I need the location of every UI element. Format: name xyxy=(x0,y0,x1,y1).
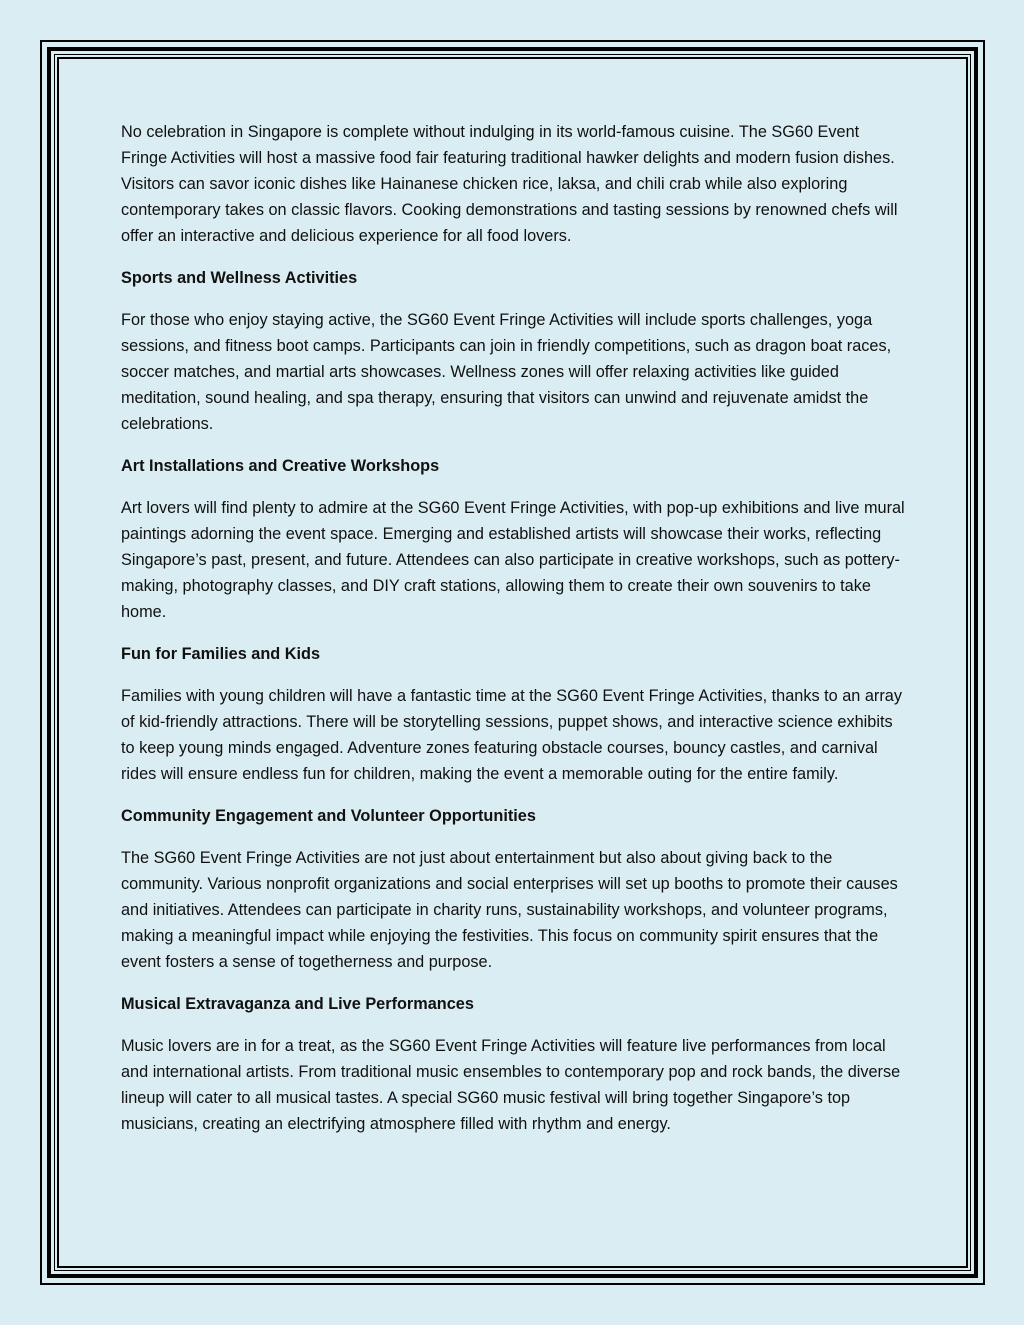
section-heading-community: Community Engagement and Volunteer Opportunities xyxy=(121,807,536,825)
section-paragraph-community: The SG60 Event Fringe Activities are not just about entertainment but also about giving back to the community. Various nonprofit organizations and social enterprises will set up booths to promote their causes and initiatives. Attendees can participate in charity runs, sustainability workshops, and volunteer programs, making a meaningful impact while enjoying the festivities. This focus on community spirit ensures that the event fosters a sense of togetherness and purpose. xyxy=(121,849,898,971)
section-paragraph-families: Families with young children will have a fantastic time at the SG60 Event Fringe Activities, thanks to an array of kid-friendly attractions. There will be storytelling sessions, puppet shows, and interactive science exhibits to keep young minds engaged. Adventure zones featuring obstacle courses, bouncy castles, and carnival rides will ensure endless fun for children, making the event a memorable outing for the entire family. xyxy=(121,687,902,783)
section-heading-art: Art Installations and Creative Workshops xyxy=(121,457,440,475)
section-heading-music: Musical Extravaganza and Live Performances xyxy=(121,995,474,1013)
section-heading-families: Fun for Families and Kids xyxy=(121,645,321,663)
section-paragraph-music: Music lovers are in for a treat, as the SG60 Event Fringe Activities will feature live performances from local and international artists. From traditional music ensembles to contemporary pop and rock bands, the diverse lineup will cater to all musical tastes. A special SG60 music festival will bring together Singapore’s top musicians, creating an electrifying atmosphere filled with rhythm and energy. xyxy=(121,1037,901,1133)
section-paragraph-sports: For those who enjoy staying active, the SG60 Event Fringe Activities will include sports challenges, yoga sessions, and fitness boot camps. Participants can join in friendly competitions, such as dragon boat races, soccer matches, and martial arts showcases. Wellness zones will offer relaxing activities like guided meditation, sound healing, and spa therapy, ensuring that visitors can unwind and rejuvenate amidst the celebrations. xyxy=(121,311,892,433)
document-body xyxy=(121,119,906,1154)
intro-paragraph: No celebration in Singapore is complete without indulging in its world-famous cuisine. The SG60 Event Fringe Activities will host a massive food fair featuring traditional hawker delights and modern fusion dishes. Visitors can savor iconic dishes like Hainanese chicken rice, laksa, and chili crab while also exploring contemporary takes on classic flavors. Cooking demonstrations and tasting sessions by renowned chefs will offer an interactive and delicious experience for all food lovers. xyxy=(121,123,898,245)
section-paragraph-art: Art lovers will find plenty to admire at the SG60 Event Fringe Activities, with pop-up exhibitions and live mural paintings adorning the event space. Emerging and established artists will showcase their works, reflecting Singapore’s past, present, and future. Attendees can also participate in creative workshops, such as pottery-making, photography classes, and DIY craft stations, allowing them to create their own souvenirs to take home. xyxy=(121,499,905,621)
section-heading-sports: Sports and Wellness Activities xyxy=(121,269,358,287)
